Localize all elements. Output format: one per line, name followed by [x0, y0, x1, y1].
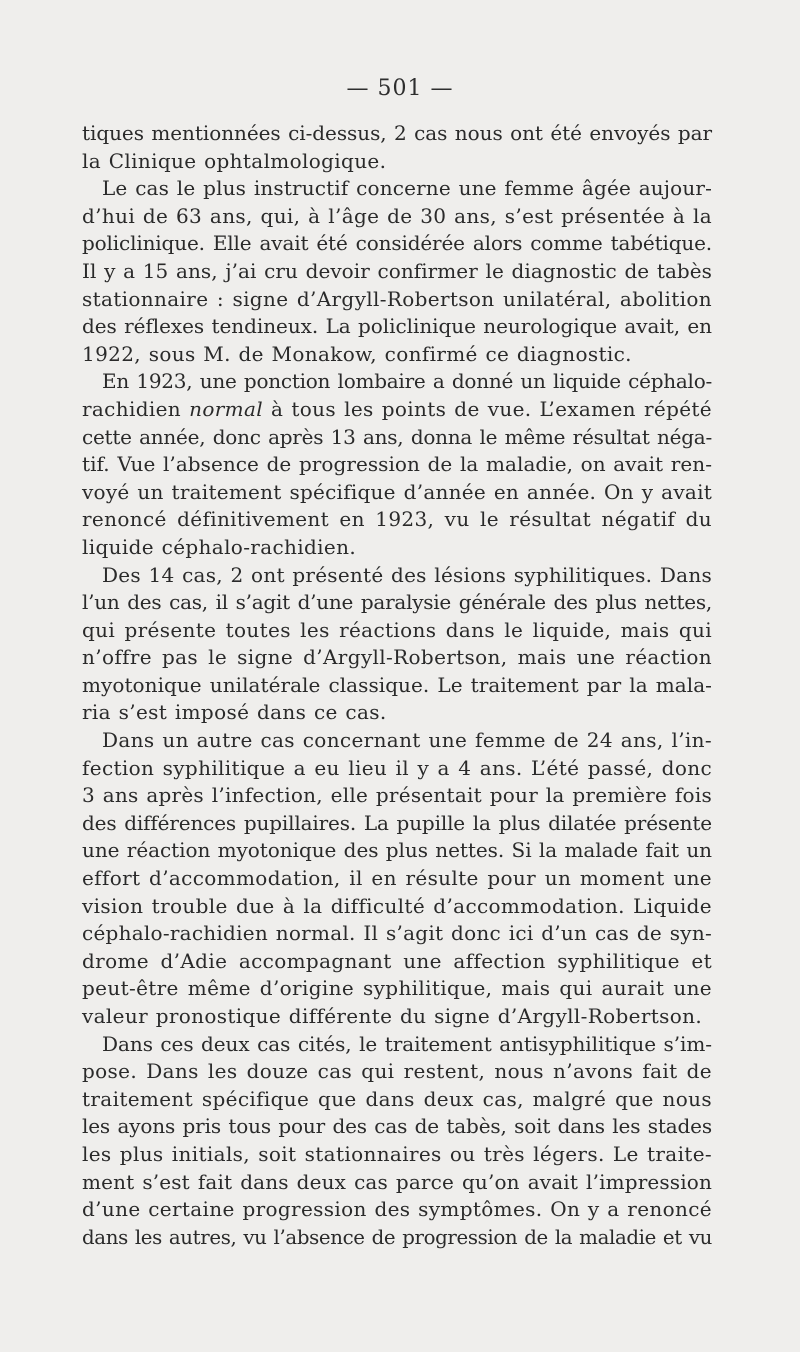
text-line: une réaction myotonique des plus nettes. Si la malade fait un [82, 838, 712, 863]
text-line [82, 396, 712, 424]
text-line: En 1923, une ponction lombaire a donné un liquide céphalo- [102, 369, 712, 394]
text-line: tif. Vue l’absence de progression de la maladie, on avait ren- [82, 452, 712, 477]
text-line: Dans ces deux cas cités, le traitement antisyphilitique s’im- [102, 1031, 712, 1056]
text-line: valeur pronostique différente du signe d’Argyll-Robertson. [82, 1004, 703, 1028]
text-line: céphalo-rachidien normal. Il s’agit donc ici d’un cas de syn- [82, 921, 712, 946]
text-line: vision trouble due à la difficulté d’accommodation. Liquide [82, 893, 712, 918]
text-line: la Clinique ophtalmologique. [82, 148, 387, 173]
text-line: drome d’Adie accompagnant une affection syphilitique et [82, 948, 712, 973]
text-line: stationnaire : signe d’Argyll-Robertson unilatéral, abolition [82, 286, 712, 311]
text-line: 1922, sous M. de Monakow, confirmé ce diagnostic. [82, 341, 632, 366]
text-line: myotonique unilatérale classique. Le traitement par la mala- [82, 672, 712, 697]
text-line: ria s’est imposé dans ce cas. [82, 700, 387, 725]
text-line: des différences pupillaires. La pupille la plus dilatée présente [82, 810, 712, 835]
text-segment: rachidien [82, 396, 190, 421]
text-line: dans les autres, vu l’absence de progression de la maladie et vu [82, 1225, 712, 1249]
text-line: d’hui de 63 ans, qui, à l’âge de 30 ans, s’est présentée à la [82, 203, 712, 228]
text-line: 3 ans après l’infection, elle présentait pour la première fois [82, 783, 712, 808]
page-number: — 501 — [346, 76, 454, 101]
text-segment: à tous les points de vue. L’examen répété [262, 396, 712, 421]
text-line: des réflexes tendineux. La policlinique neurologique avait, en [82, 314, 712, 339]
text-line: Le cas le plus instructif concerne une femme âgée aujour- [102, 176, 712, 201]
text-line: Dans un autre cas concernant une femme de 24 ans, l’in- [102, 728, 712, 753]
text-line: l’un des cas, il s’agit d’une paralysie générale des plus nettes, [82, 590, 712, 615]
text-line: cette année, donc après 13 ans, donna le même résultat néga- [82, 424, 712, 449]
text-line: fection syphilitique a eu lieu il y a 4 ans. L’été passé, donc [82, 755, 712, 780]
text-line: ment s’est fait dans deux cas parce qu’on avait l’impression [82, 1169, 712, 1194]
text-line: pose. Dans les douze cas qui restent, nous n’avons fait de [82, 1059, 712, 1084]
text-line: tiques mentionnées ci-dessus, 2 cas nous ont été envoyés par [82, 121, 712, 145]
italic-term: normal [189, 396, 263, 421]
text-line: renoncé définitivement en 1923, vu le résultat négatif du [82, 507, 712, 532]
text-line: voyé un traitement spécifique d’année en année. On y avait [82, 479, 712, 504]
text-line: effort d’accommodation, il en résulte pour un moment une [82, 866, 712, 891]
text-line: les ayons pris tous pour des cas de tabès, soit dans les stades [82, 1114, 712, 1139]
text-line: Des 14 cas, 2 ont présenté des lésions syphilitiques. Dans [102, 562, 712, 587]
text-line: policlinique. Elle avait été considérée alors comme tabétique. [82, 231, 712, 256]
body-text [82, 120, 712, 1251]
text-line: n’offre pas le signe d’Argyll-Robertson, mais une réaction [82, 645, 712, 670]
text-line: Il y a 15 ans, j’ai cru devoir confirmer le diagnostic de tabès [82, 258, 712, 283]
text-line: d’une certaine progression des symptômes. On y a renoncé [82, 1197, 712, 1222]
text-line: les plus initials, soit stationnaires ou très légers. Le traite- [82, 1141, 712, 1166]
text-line: qui présente toutes les réactions dans le liquide, mais qui [82, 617, 712, 642]
text-line: peut-être même d’origine syphilitique, mais qui aurait une [82, 976, 712, 1001]
text-line: liquide céphalo-rachidien. [82, 534, 357, 559]
text-line: traitement spécifique que dans deux cas, malgré que nous [82, 1086, 712, 1111]
